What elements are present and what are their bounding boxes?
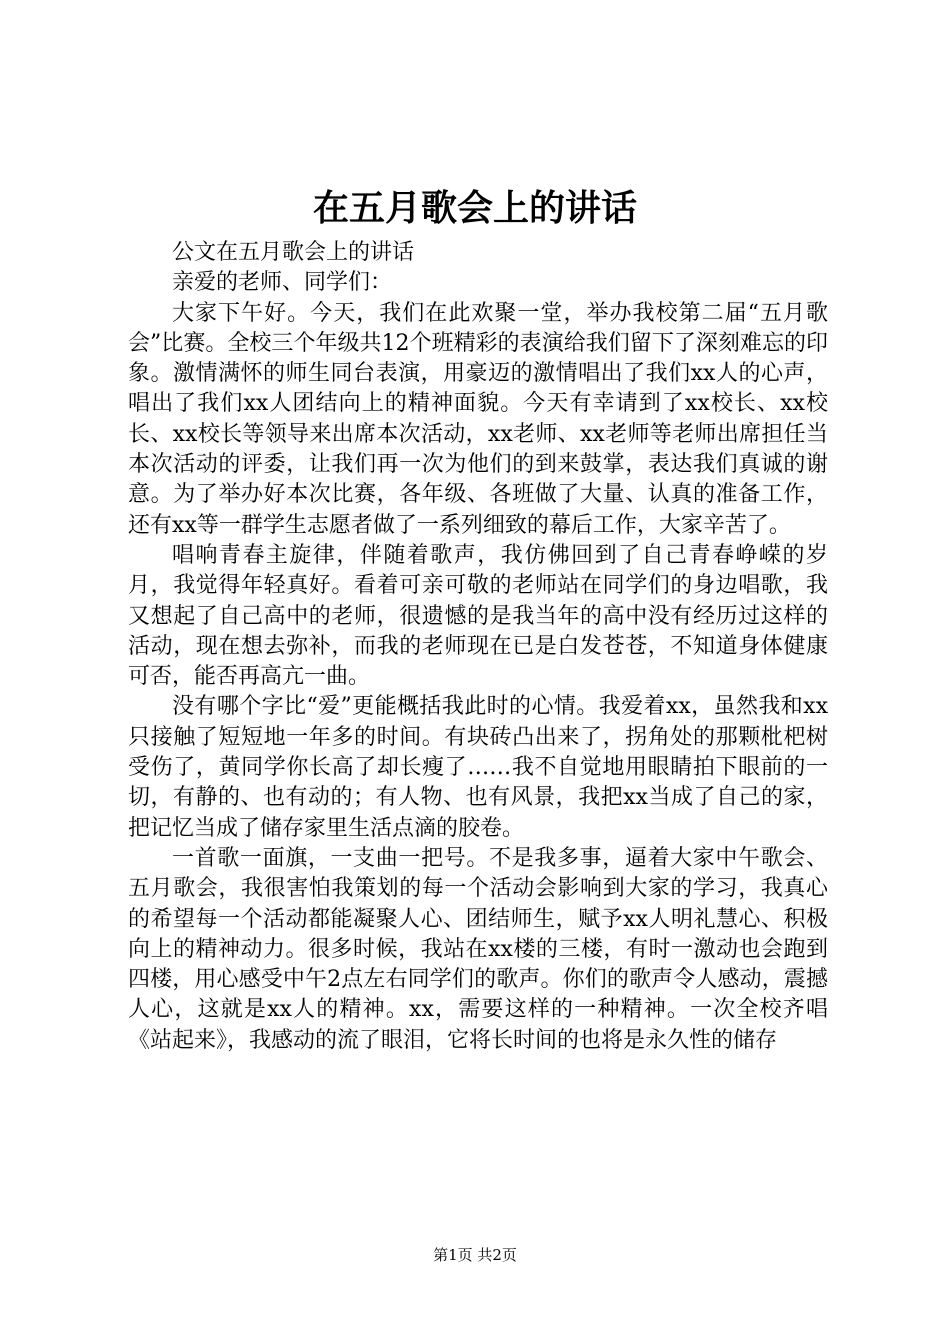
subtitle-line: 公文在五月歌会上的讲话 [172,240,415,265]
page-number-footer: 第1页 共2页 [433,1246,517,1264]
paragraph: 唱响青春主旋律，伴随着歌声，我仿佛回到了自己青春峥嵘的岁月，我觉得年轻真好。看着可亲可敬的老师站在同学们的身边唱歌，我又想起了自己高中的老师，很遗憾的是我当年的高中没有经历过这样的活动，现在想去弥补，而我的老师现在已是白发苍苍，不知道身体健康可否，能否再高亢一曲。 [128,542,828,690]
paragraph: 大家下午好。今天，我们在此欢聚一堂，举办我校第二届“五月歌会”比赛。全校三个年级共12个班精彩的表演给我们留下了深刻难忘的印象。激情满怀的师生同台表演，用豪迈的激情唱出了我们xx人的心声，唱出了我们xx人团结向上的精神面貌。今天有幸请到了xx校长、xx校长、xx校长等领导来出席本次活动，xx老师、xx老师等老师出席担任当本次活动的评委，让我们再一次为他们的到来鼓掌，表达我们真诚的谢意。为了举办好本次比赛，各年级、各班做了大量、认真的准备工作，还有xx等一群学生志愿者做了一系列细致的幕后工作，大家辛苦了。 [128,300,828,538]
paragraph: 一首歌一面旗，一支曲一把号。不是我多事，逼着大家中午歌会、五月歌会，我很害怕我策划的每一个活动会影响到大家的学习，我真心的希望每一个活动都能凝聚人心、团结师生，赋予xx人明礼慧心、积极向上的精神动力。很多时候，我站在xx楼的三楼，有时一激动也会跑到四楼，用心感受中午2点左右同学们的歌声。你们的歌声令人感动，震撼人心，这就是xx人的精神。xx，需要这样的一种精神。一次全校齐唱《站起来》，我感动的流了眼泪，它将长时间的也将是永久性的储存 [128,845,828,1053]
paragraph: 没有哪个字比“爱”更能概括我此时的心情。我爱着xx，虽然我和xx只接触了短短地一年多的时间。有块砖凸出来了，拐角处的那颗枇杷树受伤了，黄同学你长高了却长瘦了……我不自觉地用眼睛拍下眼前的一切，有静的、也有动的；有人物、也有风景，我把xx当成了自己的家，把记忆当成了储存家里生活点滴的胶卷。 [128,694,829,841]
document-body [128,238,828,1056]
document-title: 在五月歌会上的讲话 [312,187,637,229]
salutation: 亲爱的老师、同学们： [172,270,393,296]
